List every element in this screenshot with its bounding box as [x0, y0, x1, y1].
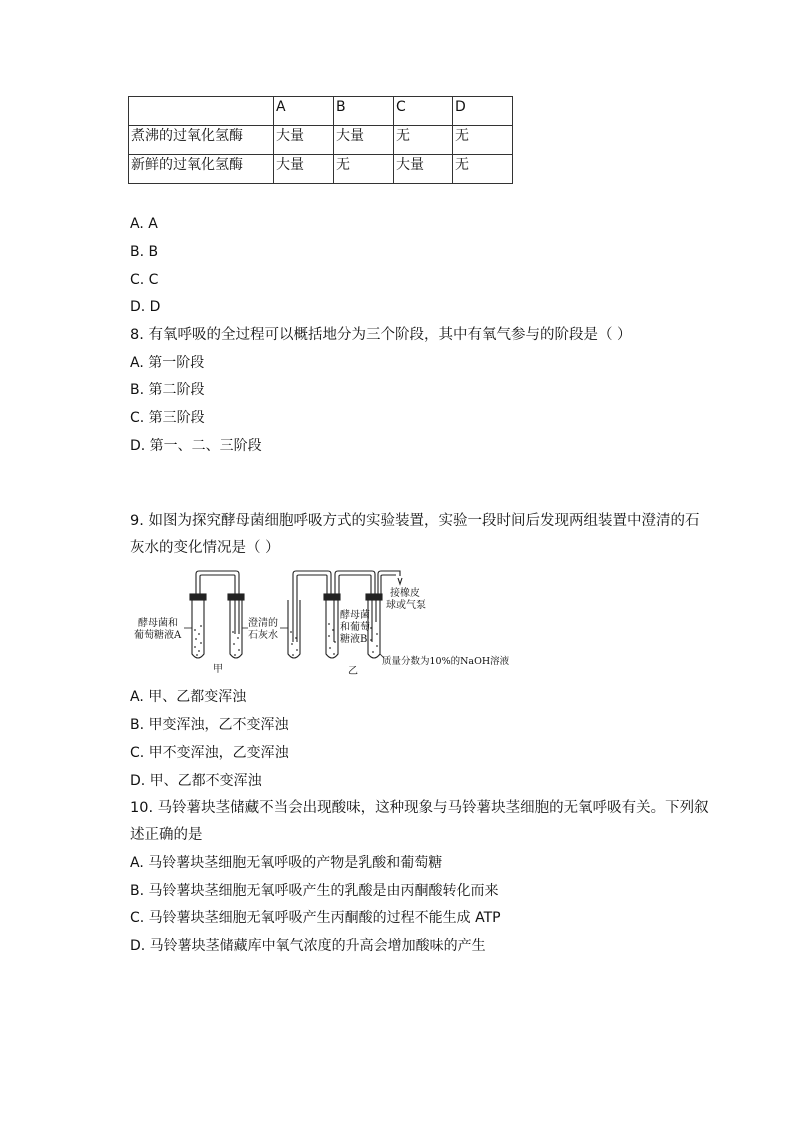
- table-cell: 大量: [394, 155, 453, 184]
- tube-yi-limewater: [288, 600, 300, 658]
- table-cell: 无: [453, 126, 513, 155]
- table-cell: [129, 97, 274, 126]
- q10-option-a: A. 马铃薯块茎细胞无氧呼吸的产物是乳酸和葡萄糖: [130, 855, 443, 871]
- tube-yi-yeast: [326, 600, 338, 658]
- yeast-respiration-apparatus-diagram: [128, 562, 528, 680]
- pipe: [339, 575, 371, 594]
- label-limewater-1: 澄清的: [248, 618, 278, 629]
- label-limewater-2: 石灰水: [248, 630, 278, 641]
- tube-jia-limewater: [230, 600, 242, 658]
- q8-stem: 8. 有氧呼吸的全过程可以概括地分为三个阶段，其中有氧气参与的阶段是（ ）: [130, 327, 632, 343]
- label-yeast-b-1: 酵母菌: [340, 610, 370, 621]
- q10-stem-line1: 10. 马铃薯块茎储藏不当会出现酸味，这种现象与马铃薯块茎细胞的无氧呼吸有关。下列叙: [130, 800, 709, 816]
- table-row: [129, 126, 513, 155]
- q9-option-a: A. 甲、乙都变浑浊: [130, 689, 247, 705]
- table-cell: 煮沸的过氧化氢酶: [129, 126, 274, 155]
- table-header-row: [129, 97, 513, 126]
- label-yeast-a-1: 酵母菌和: [138, 618, 178, 629]
- stopper: [228, 594, 244, 600]
- tube-jia-yeast: [192, 600, 204, 658]
- q10-option-c: C. 马铃薯块茎细胞无氧呼吸产生丙酮酸的过程不能生成 ATP: [130, 910, 501, 926]
- q8-option-a: A. 第一阶段: [130, 355, 205, 371]
- pipe: [297, 575, 327, 642]
- table-cell: 无: [334, 155, 394, 184]
- table-cell: D: [453, 97, 513, 126]
- pipe: [196, 571, 239, 634]
- table-cell: 大量: [274, 126, 334, 155]
- label-yeast-b-2: 和葡萄: [340, 622, 370, 633]
- q9-stem-line2: 灰水的变化情况是（ ）: [130, 540, 280, 556]
- q7-option-b: B. B: [130, 244, 159, 260]
- table-cell: 大量: [334, 126, 394, 155]
- label-naoh: 质量分数为10%的NaOH溶液: [382, 656, 510, 667]
- table-cell: 大量: [274, 155, 334, 184]
- label-pump-1: 接橡皮: [390, 588, 420, 599]
- liquid-yeast-a: [194, 625, 202, 656]
- table-cell: C: [394, 97, 453, 126]
- q9-option-d: D. 甲、乙都不变浑浊: [130, 773, 262, 789]
- stopper: [190, 594, 206, 600]
- q7-option-a: A. A: [130, 216, 158, 232]
- table-cell: 无: [394, 126, 453, 155]
- q10-option-d: D. 马铃薯块茎储藏库中氧气浓度的升高会增加酸味的产生: [130, 938, 486, 954]
- label-pump-2: 球或气泵: [386, 600, 426, 611]
- table-cell: B: [334, 97, 394, 126]
- label-jia: 甲: [213, 664, 223, 675]
- q8-option-d: D. 第一、二、三阶段: [130, 438, 262, 454]
- q10-stem-line2: 述正确的是: [130, 827, 203, 843]
- table-cell: 新鲜的过氧化氢酶: [129, 155, 274, 184]
- liquid-naoh: [370, 627, 378, 653]
- pump-arrow: [398, 578, 402, 584]
- q9-option-c: C. 甲不变浑浊，乙变浑浊: [130, 745, 289, 761]
- q7-option-c: C. C: [130, 272, 159, 288]
- q7-option-d: D. D: [130, 299, 161, 315]
- liquid-yeast-b: [328, 623, 336, 655]
- stopper: [366, 594, 382, 600]
- q9-stem-line1: 9. 如图为探究酵母菌细胞呼吸方式的实验装置，实验一段时间后发现两组装置中澄清的石: [130, 513, 700, 529]
- results-table: [128, 96, 513, 184]
- label-yeast-a-2: 葡萄糖液A: [134, 630, 182, 641]
- table-cell: 无: [453, 155, 513, 184]
- liquid-limewater-jia: [232, 631, 240, 656]
- table-cell: A: [274, 97, 334, 126]
- q9-option-b: B. 甲变浑浊，乙不变浑浊: [130, 717, 289, 733]
- q8-option-b: B. 第二阶段: [130, 382, 205, 398]
- label-yeast-b-3: 糖液B: [340, 634, 368, 645]
- q10-option-b: B. 马铃薯块茎细胞无氧呼吸产生的乳酸是由丙酮酸转化而来: [130, 883, 499, 899]
- label-yi: 乙: [348, 666, 358, 677]
- q8-option-c: C. 第三阶段: [130, 410, 205, 426]
- table-row: [129, 155, 513, 184]
- pipe: [293, 571, 331, 642]
- stopper: [324, 594, 340, 600]
